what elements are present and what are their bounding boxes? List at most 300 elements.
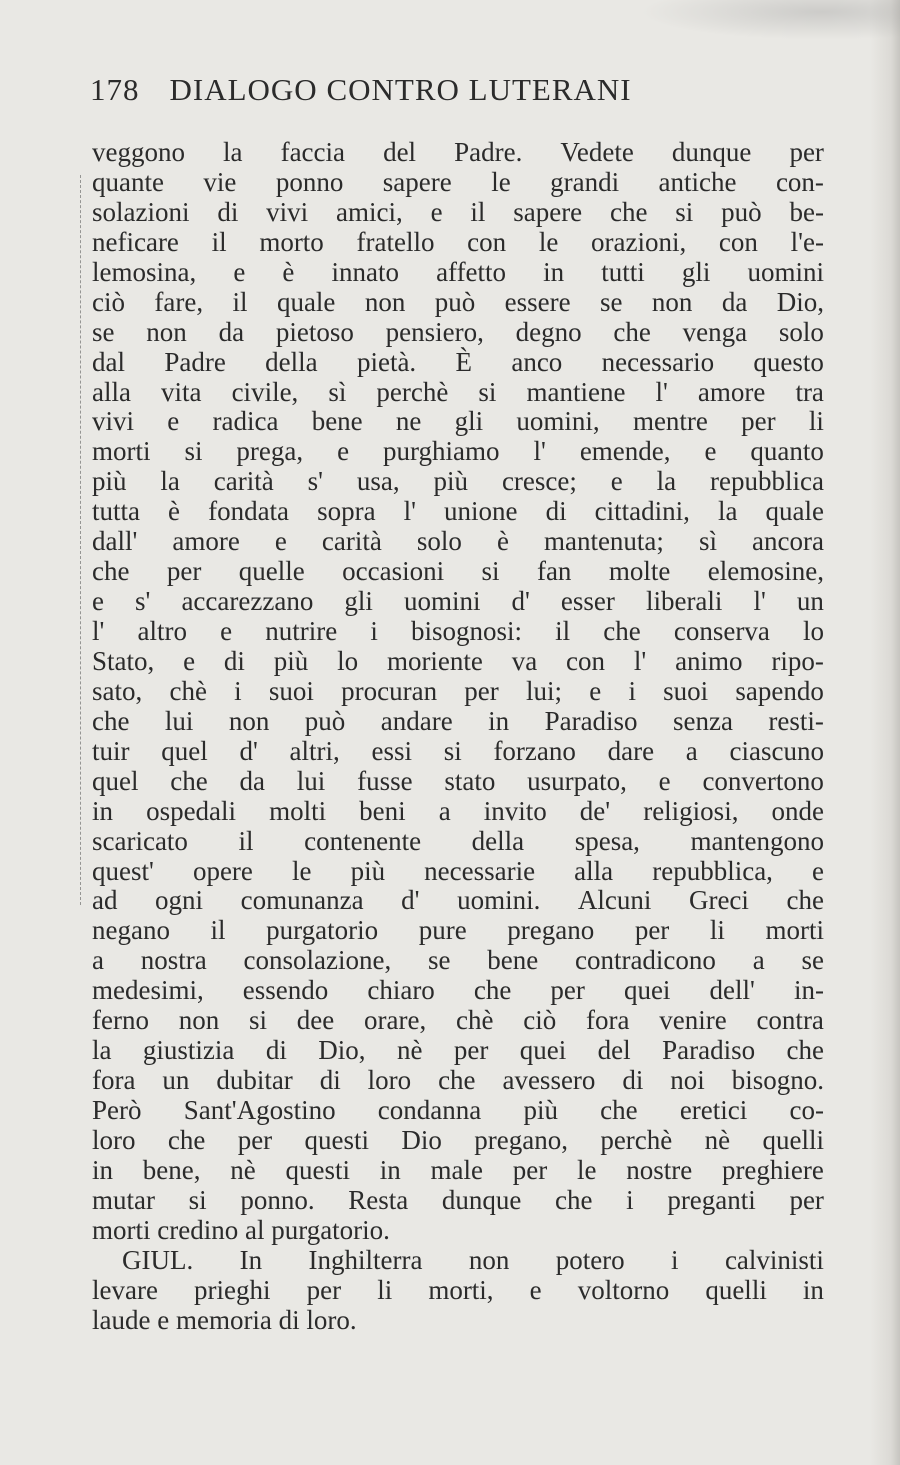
word: vivi (92, 406, 135, 437)
word: amore (172, 526, 240, 557)
text-line: morti credino al purgatorio. (92, 1214, 390, 1245)
word: convertono (702, 765, 824, 796)
word: dee (296, 1005, 335, 1036)
word: ancora (752, 526, 824, 557)
word: lemosina, (92, 256, 197, 287)
word: ciò (523, 1005, 557, 1036)
word: sopra (317, 496, 376, 527)
word: per (789, 137, 824, 167)
word: e (610, 466, 623, 497)
word: procuran (341, 675, 438, 706)
text-line (92, 437, 824, 467)
page-edge-shadow (870, 0, 900, 1465)
word: morti, (428, 1274, 494, 1305)
word: comunanza (240, 885, 364, 916)
word: sì (328, 376, 347, 407)
word: gli (344, 586, 373, 617)
word: GIUL. (122, 1244, 194, 1275)
word: e (220, 616, 233, 646)
word: e (274, 526, 287, 557)
word: ponno. (240, 1184, 315, 1215)
word: a (438, 795, 451, 826)
word: nostre (626, 1154, 693, 1185)
text-line (92, 886, 824, 916)
word: d' (511, 586, 530, 617)
text-line (92, 407, 824, 437)
word: preghiere (721, 1154, 824, 1185)
word: mantiene (526, 376, 626, 407)
word: medesimi, (92, 975, 204, 1006)
word: neficare (92, 226, 179, 257)
word: gli (681, 256, 711, 287)
word: d' (239, 735, 258, 766)
word: venga (682, 316, 748, 347)
word: bene, (142, 1154, 201, 1185)
word: mantengono (690, 825, 824, 856)
word: quanto (750, 436, 824, 467)
word: noi (670, 1065, 705, 1096)
word: Però (92, 1095, 142, 1125)
word: pietà. (356, 346, 417, 377)
text-line (92, 318, 824, 348)
word: uomini (403, 586, 481, 617)
word: il (210, 915, 226, 946)
word: in (92, 1154, 114, 1185)
text-line (92, 1006, 824, 1036)
word: amici, (336, 196, 403, 227)
word: quei (623, 975, 671, 1006)
text-line (92, 198, 824, 228)
word: in (92, 795, 114, 826)
word: unione (444, 496, 518, 527)
word: calvinisti (724, 1244, 824, 1275)
word: morti (765, 915, 824, 946)
word: gli (454, 406, 484, 437)
word: ad (92, 885, 118, 916)
word: per (166, 556, 202, 587)
word: tutta (92, 496, 140, 527)
word: le (491, 166, 511, 197)
word: Inghilterra (308, 1244, 423, 1275)
word: da (239, 765, 266, 796)
word: se (600, 286, 623, 317)
word: e (704, 436, 717, 467)
word: in (543, 256, 565, 287)
word: alla (92, 376, 131, 407)
word: che (613, 316, 651, 347)
word: faccia (280, 137, 346, 167)
word: più (350, 855, 386, 886)
word: potero (555, 1244, 625, 1275)
word: perchè (600, 1124, 673, 1155)
word: quelli (762, 1124, 824, 1155)
word: e (183, 645, 196, 676)
text-line (92, 1126, 824, 1156)
word: elemosine, (707, 556, 824, 587)
word: forzano (493, 735, 576, 766)
word: bisognosi: (410, 616, 522, 646)
text-line (92, 138, 824, 168)
word: essi (371, 735, 412, 766)
word: usurpato, (527, 765, 627, 796)
word: la (656, 466, 677, 497)
word: male (430, 1154, 483, 1185)
word: liberali (645, 586, 723, 617)
word: altri, (289, 735, 340, 766)
word: la (160, 466, 180, 497)
word: suoi (663, 675, 709, 706)
word: È (455, 346, 473, 377)
text-line (92, 378, 824, 408)
word: da (721, 286, 748, 317)
word: per (741, 406, 776, 437)
text-line (92, 527, 824, 557)
word: e (92, 586, 104, 617)
word: che (438, 1065, 476, 1096)
word: il (232, 286, 248, 317)
text-line (92, 976, 824, 1006)
word: solo (778, 316, 824, 347)
word: moriente (386, 645, 483, 676)
word: quei (519, 1035, 567, 1066)
word: invito (483, 795, 547, 826)
word: necessarie (424, 855, 536, 886)
word: Dio (401, 1124, 442, 1155)
word: il (238, 825, 254, 856)
word: quelli (705, 1274, 767, 1305)
word: e (529, 1274, 542, 1305)
word: le (576, 1154, 597, 1185)
word: in (802, 1274, 824, 1305)
word: quale (276, 286, 336, 317)
word: lui; (526, 675, 563, 706)
word: pensiero, (385, 316, 484, 347)
word: del (597, 1035, 631, 1066)
word: conserva (673, 616, 770, 646)
word: amore (697, 376, 766, 407)
word: s' (307, 466, 324, 497)
word: quante (92, 166, 164, 197)
word: beni (359, 795, 406, 826)
word: un (796, 586, 824, 617)
word: è (496, 526, 509, 557)
word: per (789, 1184, 824, 1215)
word: pregano, (474, 1124, 568, 1155)
word: dunque (671, 137, 752, 167)
word: il (470, 196, 486, 227)
word: che (786, 1035, 824, 1066)
word: fare, (154, 286, 204, 317)
word: in- (793, 975, 824, 1006)
word: l' (655, 376, 668, 407)
text-line (92, 1246, 824, 1276)
word: non (651, 286, 693, 317)
word: usa, (356, 466, 400, 497)
text-line (92, 258, 824, 288)
word: che (603, 616, 641, 646)
word: per (453, 1035, 489, 1066)
word: i (234, 675, 242, 706)
word: con (718, 226, 758, 257)
word: la (92, 1035, 112, 1066)
word: mentre (632, 406, 708, 437)
word: si (675, 196, 694, 227)
word: chè (169, 675, 207, 706)
word: dare (607, 735, 655, 766)
word: quel (161, 735, 208, 766)
word: carità (213, 466, 274, 497)
word: della (265, 346, 318, 377)
word: a (685, 735, 698, 766)
word: Paradiso (544, 705, 638, 736)
word: contradicono (574, 945, 716, 976)
word: ferno (92, 1005, 149, 1036)
word: a (752, 945, 765, 976)
word: Sant'Agostino (183, 1095, 336, 1125)
word: non (178, 1005, 220, 1036)
text-line (92, 497, 824, 527)
running-header (90, 72, 730, 108)
word: dunque (441, 1184, 522, 1215)
word: contra (756, 1005, 824, 1036)
word: e (812, 855, 824, 886)
word: avessero (502, 1065, 596, 1096)
word: di (319, 1065, 341, 1096)
word: alla (574, 855, 614, 886)
word: si (184, 436, 203, 467)
word: molti (269, 795, 327, 826)
word: si (188, 1184, 207, 1215)
word: essendo (242, 975, 329, 1006)
word: non (468, 1244, 510, 1275)
word: perchè (376, 376, 449, 407)
page-number: 178 (90, 72, 140, 107)
text-line (92, 916, 824, 946)
text-line: laude e memoria di loro. (92, 1304, 357, 1335)
word: Vedete (560, 137, 634, 167)
word: repubblica, (652, 855, 773, 886)
word: che (92, 705, 130, 736)
word: ponno (275, 166, 344, 197)
word: lui (296, 765, 326, 796)
word: mutar (92, 1184, 155, 1215)
word: i (370, 616, 378, 646)
word: fora (92, 1065, 136, 1096)
word: dal (92, 346, 125, 377)
word: prieghi (194, 1274, 271, 1305)
word: di (265, 1035, 287, 1066)
word: pure (418, 915, 467, 946)
word: che (610, 196, 648, 227)
scan-noise (640, 0, 900, 40)
word: i (671, 1244, 679, 1275)
word: prega, (236, 436, 304, 467)
word: mantenuta; (543, 526, 664, 557)
word: quel (92, 765, 139, 796)
word: onde (771, 795, 824, 826)
word: per (550, 975, 585, 1006)
word: per (237, 1124, 273, 1155)
margin-rule (80, 175, 81, 905)
word: la (223, 137, 243, 167)
word: necessario (601, 346, 715, 377)
word: può (434, 286, 476, 317)
word: l' (403, 496, 416, 527)
word: Paradiso (662, 1035, 756, 1066)
word: condanna (377, 1095, 482, 1125)
word: molte (608, 556, 671, 587)
word: vita (161, 376, 202, 407)
word: l' (633, 645, 647, 676)
word: nè (230, 1154, 256, 1185)
text-line (92, 767, 824, 797)
text-line (92, 857, 824, 887)
word: Padre. (454, 137, 523, 167)
word: nè (704, 1124, 731, 1155)
word: quest' (92, 855, 154, 886)
word: che (167, 1124, 206, 1155)
word: fora (585, 1005, 630, 1036)
word: a (92, 945, 104, 976)
word: ciascuno (729, 735, 824, 766)
word: uomini, (516, 406, 600, 437)
word: senza (673, 705, 733, 736)
word: nè (396, 1035, 423, 1066)
word: della (471, 825, 525, 856)
word: veggono (92, 137, 185, 167)
text-line (92, 168, 824, 198)
word: questi (285, 1154, 350, 1185)
word: suoi (268, 675, 314, 706)
word: be- (789, 196, 824, 227)
word: che (92, 556, 130, 587)
word: lui (164, 705, 194, 736)
word: del (383, 137, 417, 167)
word: con- (775, 166, 824, 197)
word: Padre (164, 346, 226, 377)
word: le (538, 226, 559, 257)
word: cresce; (501, 466, 577, 497)
word: se (427, 945, 451, 976)
word: fratello (356, 226, 435, 257)
word: esser (560, 586, 615, 617)
word: quale (765, 496, 824, 527)
word: Stato, (92, 645, 155, 676)
word: di (223, 645, 245, 676)
word: giustizia (142, 1035, 235, 1066)
word: si (478, 376, 497, 407)
word: altro (137, 616, 187, 646)
word: che (473, 975, 512, 1006)
word: di (622, 1065, 644, 1096)
word: più (433, 466, 469, 497)
word: e (430, 196, 443, 227)
text-line (92, 737, 824, 767)
word: Alcuni (577, 885, 652, 916)
word: con (467, 226, 507, 257)
text-line (92, 946, 824, 976)
word: loro (92, 1124, 136, 1155)
word: può (721, 196, 762, 227)
word: se (92, 316, 115, 347)
word: dubitar (216, 1065, 293, 1096)
word: eretici (679, 1095, 748, 1125)
text-line (92, 1276, 824, 1306)
word: Dio, (776, 286, 824, 317)
word: l' (753, 586, 766, 617)
word: più (273, 645, 309, 676)
word: ciò (92, 286, 125, 317)
word: preganti (667, 1184, 756, 1215)
word: scaricato (92, 825, 188, 856)
word: antiche (658, 166, 737, 197)
word: cittadini, (594, 496, 690, 527)
word: tra (795, 376, 824, 407)
word: vie (203, 166, 237, 197)
word: orare, (364, 1005, 427, 1036)
word: è (168, 496, 181, 527)
word: sapendo (735, 675, 824, 706)
word: di (217, 196, 239, 227)
word: con (566, 645, 606, 676)
word: venire (659, 1005, 727, 1036)
word: in (379, 1154, 401, 1185)
word: lo (802, 616, 824, 646)
text-line (92, 707, 824, 737)
word: resti- (768, 705, 824, 736)
word: consolazione, (243, 945, 392, 976)
word: può (304, 705, 346, 736)
word: contenente (304, 825, 422, 856)
word: animo (675, 645, 743, 676)
word: stato (444, 765, 496, 796)
text-line (92, 348, 824, 378)
word: ripo- (771, 645, 824, 676)
text-line (92, 827, 824, 857)
word: pietoso (275, 316, 354, 347)
word: nutrire (265, 616, 338, 646)
word: che (555, 1184, 593, 1215)
word: per (512, 1154, 548, 1185)
word: sato, (92, 675, 143, 706)
word: fan (536, 556, 572, 587)
word: sapere (513, 196, 583, 227)
word: lo (337, 645, 359, 676)
word: si (249, 1005, 268, 1036)
word: da (218, 316, 245, 347)
word: civile, (231, 376, 299, 407)
word: e (337, 436, 350, 467)
word: che (170, 765, 208, 796)
text-line (92, 1066, 824, 1096)
word: emende, (579, 436, 671, 467)
word: vivi (266, 196, 309, 227)
word: il (211, 226, 227, 257)
word: fondata (208, 496, 290, 527)
word: chiaro (367, 975, 435, 1006)
word: per (634, 915, 670, 946)
text-line (92, 228, 824, 258)
word: radica (212, 406, 279, 437)
word: orazioni, (591, 226, 687, 257)
word: se (801, 945, 824, 976)
word: più (92, 466, 127, 497)
running-title: DIALOGO CONTRO LUTERANI (169, 72, 632, 107)
text-line (92, 467, 824, 497)
word: e (233, 256, 246, 287)
word: de' (579, 795, 611, 826)
word: e (658, 765, 671, 796)
